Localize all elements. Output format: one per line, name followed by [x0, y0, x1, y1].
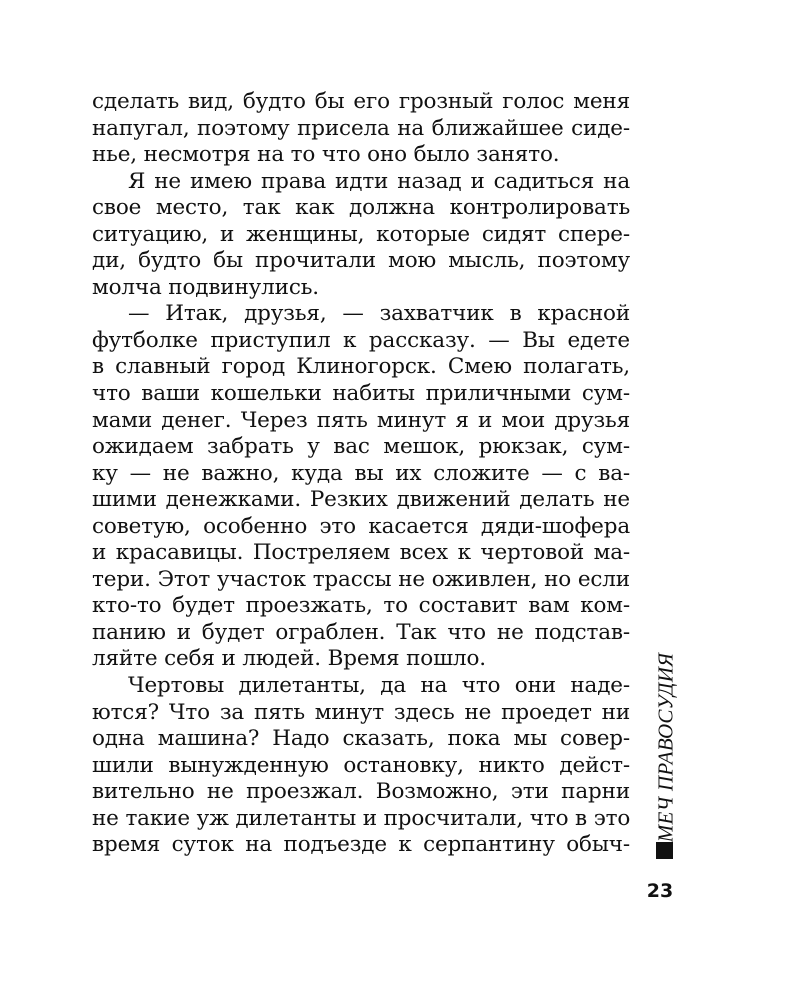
- text-line: ляйте себя и людей. Время пошло.: [92, 646, 486, 672]
- square-marker-icon: [656, 842, 673, 859]
- text-line: мами денег. Через пять минут я и мои друзья: [92, 407, 630, 433]
- page-number: 23: [646, 880, 674, 902]
- text-line: советую, особенно это касается дяди-шофера: [92, 513, 630, 539]
- text-line: в славный город Клиногорск. Смею полагать,: [92, 354, 630, 380]
- text-line: ются? Что за пять минут здесь не проедет ни: [92, 699, 630, 725]
- text-line: ожидаем забрать у вас мешок, рюкзак, сум-: [92, 434, 630, 460]
- running-title-text: МЕЧ ПРАВОСУДИЯ: [653, 652, 678, 843]
- text-line: время суток на подъезде к серпантину обыч-: [92, 832, 630, 858]
- text-line: ситуацию, и женщины, которые сидят спере-: [92, 221, 630, 247]
- text-line: сделать вид, будто бы его грозный голос меня: [92, 89, 630, 114]
- text-line: молча подвинулись.: [92, 274, 319, 300]
- text-line: шими денежками. Резких движений делать не: [92, 487, 630, 513]
- text-line: не такие уж дилетанты и просчитали, что в это: [92, 805, 631, 831]
- text-line: футболке приступил к рассказу. — Вы едете: [92, 327, 630, 353]
- text-line: и красавицы. Постреляем всех к чертовой ма-: [92, 540, 630, 566]
- text-line: Я не имею права идти назад и садиться на: [128, 168, 630, 194]
- text-line: свое место, так как должна контролировать: [92, 195, 630, 221]
- text-line: — Итак, друзья, — захватчик в красной: [128, 301, 630, 327]
- text-line: вительно не проезжал. Возможно, эти парни: [92, 779, 630, 805]
- text-line: ди, будто бы прочитали мою мысль, поэтому: [92, 248, 630, 274]
- text-line: Чертовы дилетанты, да на что они наде-: [128, 673, 630, 699]
- text-line: одна машина? Надо сказать, пока мы совер-: [92, 726, 630, 752]
- running-title: [646, 652, 686, 843]
- body-text: [92, 89, 630, 859]
- text-line: напугал, поэтому присела на ближайшее сиде-: [92, 115, 630, 141]
- text-line: панию и будет ограблен. Так что не подстав-: [92, 619, 630, 645]
- text-line: что ваши кошельки набиты приличными сум-: [92, 381, 630, 407]
- text-line: ку — не важно, куда вы их сложите — с ва-: [92, 460, 630, 486]
- text-line: кто-то будет проезжать, то составит вам ком-: [92, 593, 630, 619]
- text-line: тери. Этот участок трассы не оживлен, но если: [92, 566, 630, 592]
- text-line: шили вынужденную остановку, никто дейст-: [92, 752, 630, 778]
- text-line: нье, несмотря на то что оно было занято.: [92, 142, 560, 168]
